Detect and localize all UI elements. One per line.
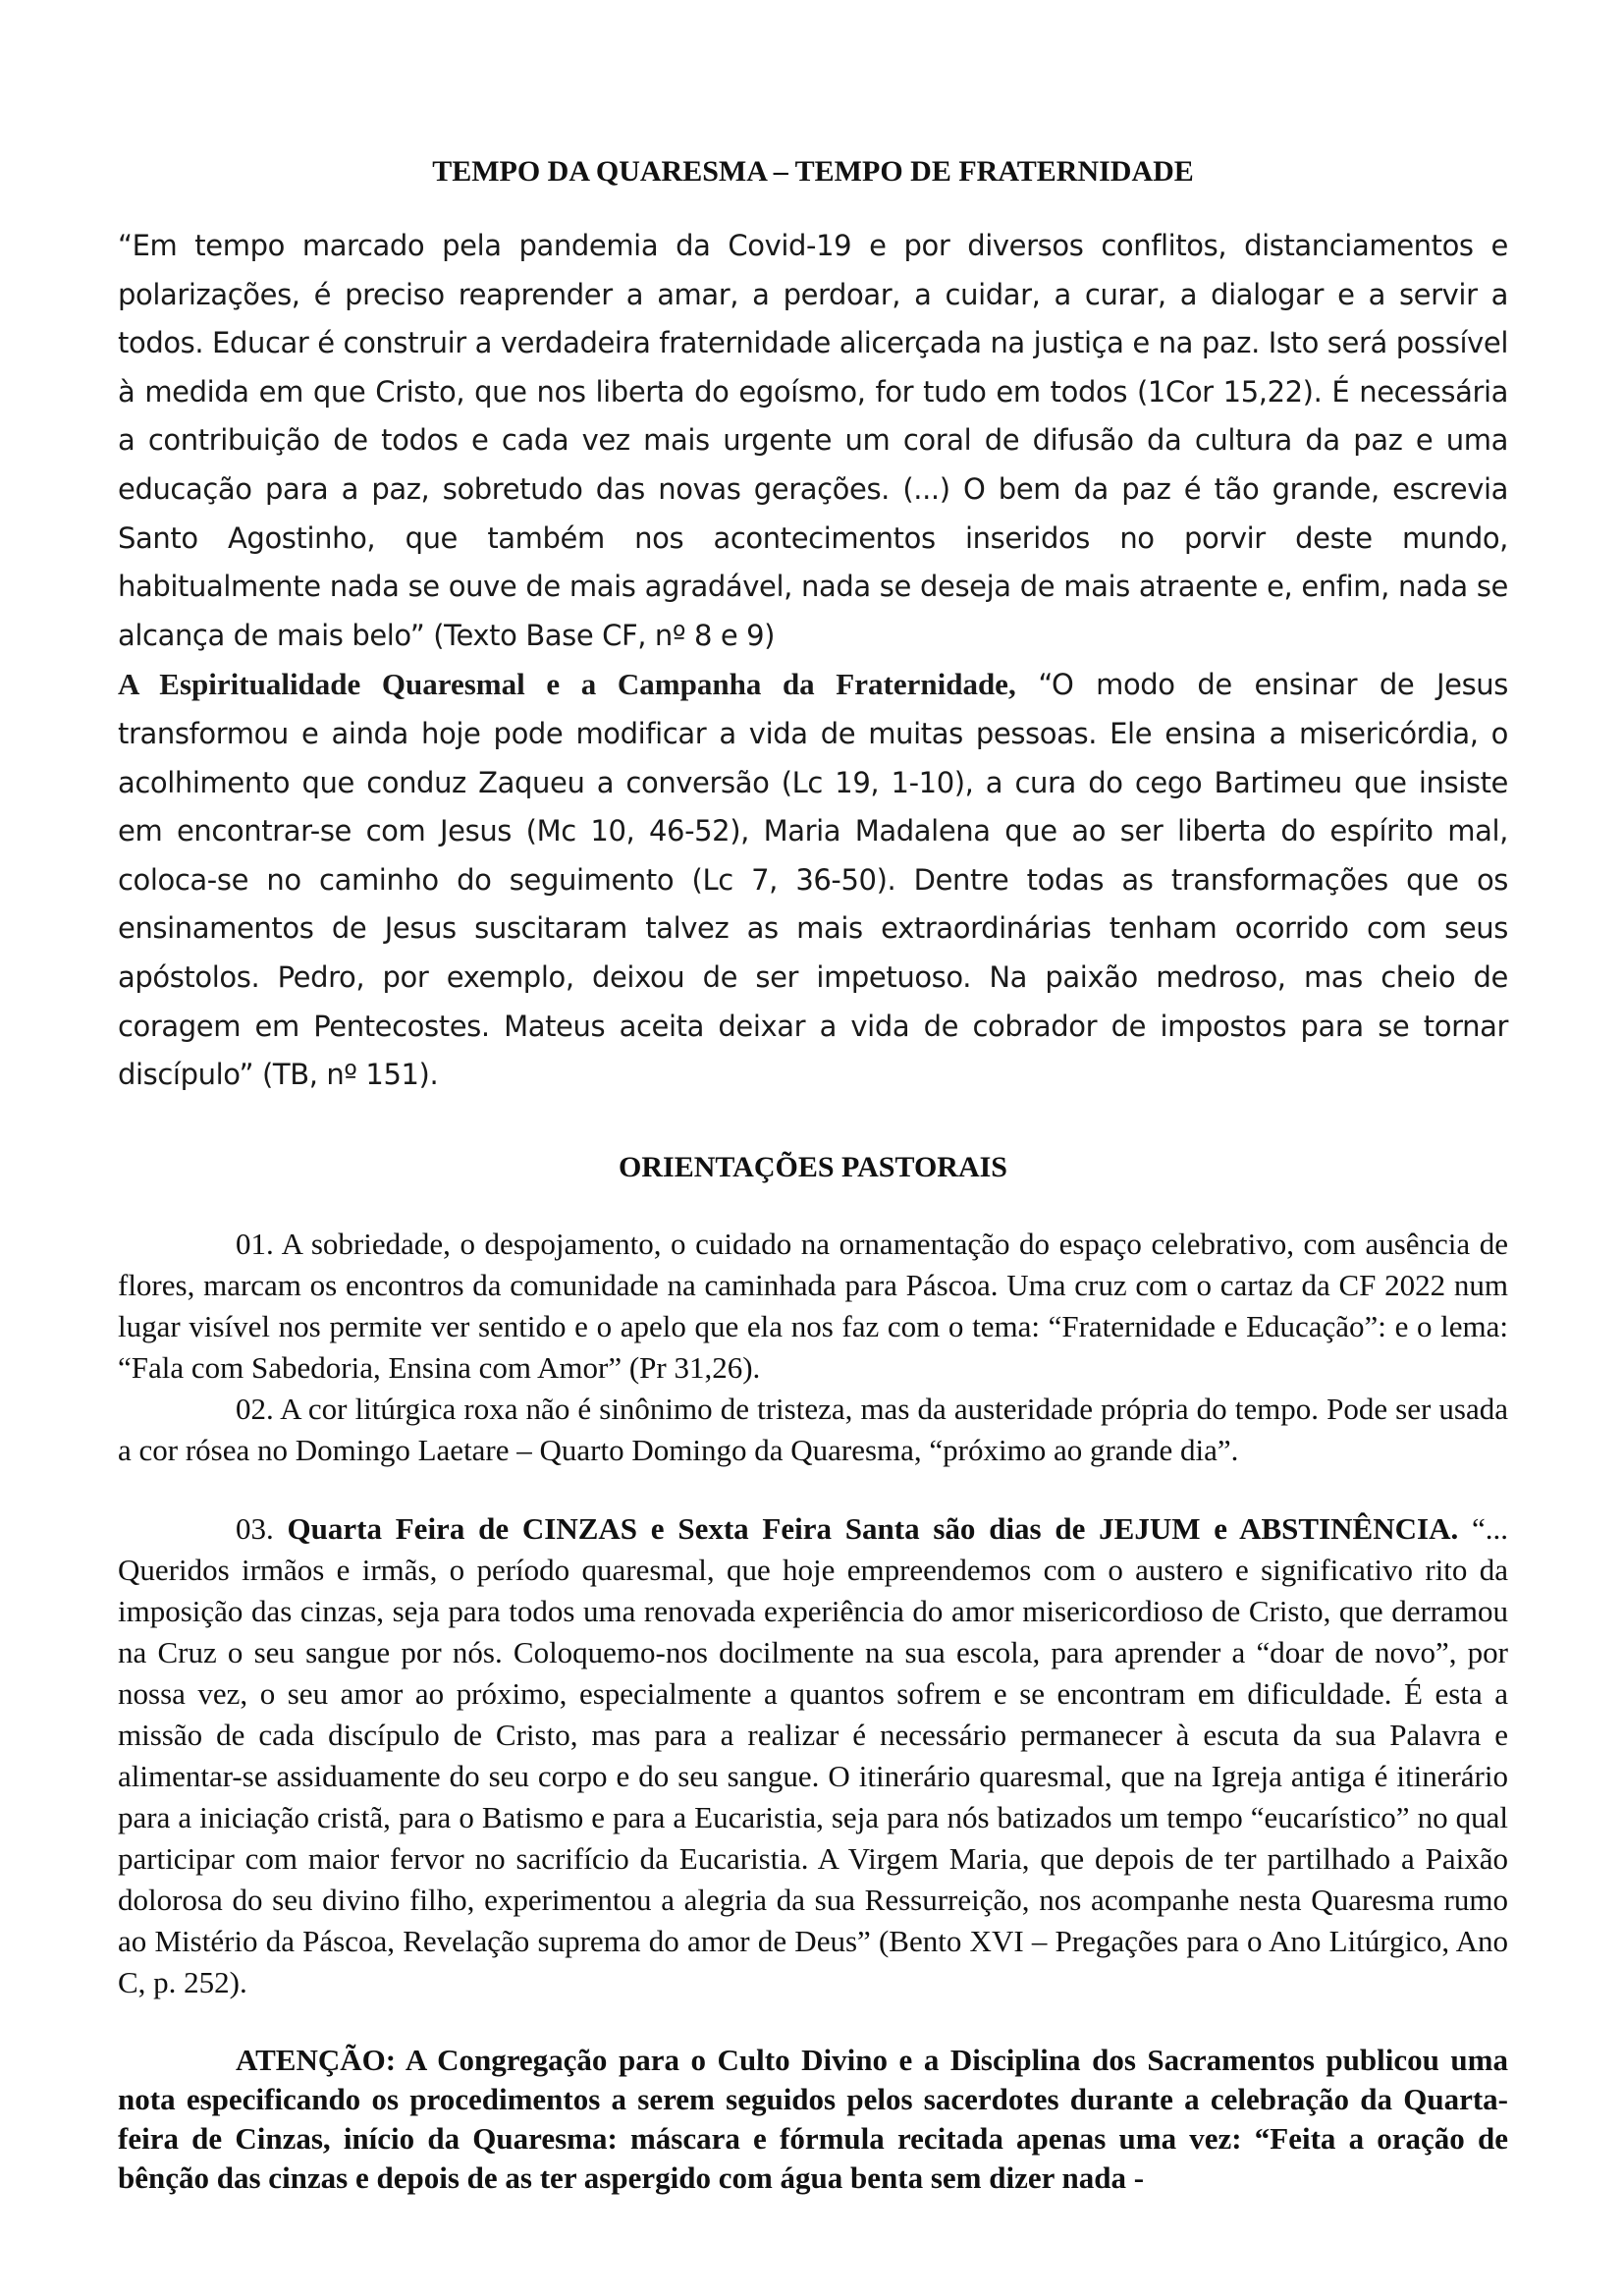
spacer: [118, 2003, 1508, 2041]
quote-paragraph: “Em tempo marcado pela pandemia da Covid-19 e por diversos conflitos, distanciamentos e polarizações, é preciso reaprender a amar, a perdoar, a cuidar, a curar, a dialogar e a servir a todos. Educar é construir a verdadeira fraternidade alicerçada na justiça e na paz. Isto será possível à medida em que Cristo, que nos liberta do egoísmo, for tudo em todos (1Cor 15,22). É necessária a contribuição de todos e cada vez mais urgente um coral de difusão da cultura da paz e uma educação para a paz, sobretudo das novas gerações. (...) O bem da paz é tão grande, escrevia Santo Agostinho, que também nos acontecimentos inseridos no porvir deste mundo, habitualmente nada se ouve de mais agradável, nada se deseja de mais atraente e, enfim, nada se alcança de mais belo” (Texto Base CF, nº 8 e 9): [118, 229, 1508, 652]
page-title: TEMPO DA QUARESMA – TEMPO DE FRATERNIDADE: [432, 155, 1194, 188]
guideline-item-03: [118, 1508, 1508, 2003]
spirituality-lead: A Espiritualidade Quaresmal e a Campanha da Fraternidade,: [118, 667, 1016, 702]
item-03-text: “... Queridos irmãos e irmãs, o período quaresmal, que hoje empreendemos com o austero e significativo rito da imposição das cinzas, seja para todos uma renovada experiência do amor misericordioso de Cristo, que derramou na Cruz o seu sangue por nós. Coloquemo-nos docilmente na sua escola, para aprender a “doar de novo”, por nossa vez, o seu amor ao próximo, especialmente a quantos sofrem e se encontram em dificuldade. É esta a missão de cada discípulo de Cristo, mas para a realizar é necessário permanecer à escuta da sua Palavra e alimentar-se assiduamente do seu corpo e do seu sangue. O itinerário quaresmal, que na Igreja antiga é itinerário para a iniciação cristã, para o Batismo e para a Eucaristia, seja para nós batizados um tempo “eucarístico” no qual participar com maior fervor no sacrifício da Eucaristia. A Virgem Maria, que depois de ter partilhado a Paixão dolorosa do seu divino filho, experimentou a alegria da sua Ressurreição, nos acompanhe nesta Quaresma rumo ao Mistério da Páscoa, Revelação suprema do amor de Deus” (Bento XVI – Pregações para o Ano Litúrgico, Ano C, p. 252).: [118, 1510, 1508, 1999]
spirituality-paragraph: [118, 660, 1508, 1099]
guideline-item-02: 02. A cor litúrgica roxa não é sinônimo de tristeza, mas da austeridade própria do tempo. Pode ser usada a cor rósea no Domingo Laetare – Quarto Domingo da Quaresma, “próximo ao grande dia”.: [118, 1391, 1508, 1467]
spacer: [118, 1471, 1508, 1508]
item-03-number: 03.: [236, 1510, 288, 1546]
attention-paragraph: ATENÇÃO: A Congregação para o Culto Divino e a Disciplina dos Sacramentos publicou uma nota especificando os procedimentos a serem seguidos pelos sacerdotes durante a celebração da Quarta-feira de Cinzas, início da Quaresma: máscara e fórmula recitada apenas uma vez: “Feita a oração de bênção das cinzas e depois de as ter aspergido com água benta sem dizer nada -: [118, 2042, 1508, 2195]
spirituality-text: “O modo de ensinar de Jesus transformou e ainda hoje pode modificar a vida de muitas pessoas. Ele ensina a misericórdia, o acolhimento que conduz Zaqueu a conversão (Lc 19, 1-10), a cura do cego Bartimeu que insiste em encontrar-se com Jesus (Mc 10, 46-52), Maria Madalena que ao ser liberta do espírito mal, coloca-se no caminho do seguimento (Lc 7, 36-50). Dentre todas as transformações que os ensinamentos de Jesus suscitaram talvez as mais extraordinárias tenham ocorrido com seus apóstolos. Pedro, por exemplo, deixou de ser impetuoso. Na paixão medroso, mas cheio de coragem em Pentecostes. Mateus aceita deixar a vida de cobrador de impostos para se tornar discípulo” (TB, nº 151).: [118, 668, 1508, 1092]
guideline-item-01: 01. A sobriedade, o despojamento, o cuidado na ornamentação do espaço celebrativo, com ausência de flores, marcam os encontros da comunidade na caminhada para Páscoa. Uma cruz com o cartaz da CF 2022 num lugar visível nos permite ver sentido e o apelo que ela nos faz com o tema: “Fraternidade e Educação”: e o lema: “Fala com Sabedoria, Ensina com Amor” (Pr 31,26).: [118, 1226, 1508, 1385]
page-content: [118, 155, 1508, 2198]
item-03-bold: Quarta Feira de CINZAS e Sexta Feira Santa são dias de JEJUM e ABSTINÊNCIA.: [287, 1510, 1459, 1546]
section-heading: ORIENTAÇÕES PASTORAIS: [619, 1150, 1007, 1183]
